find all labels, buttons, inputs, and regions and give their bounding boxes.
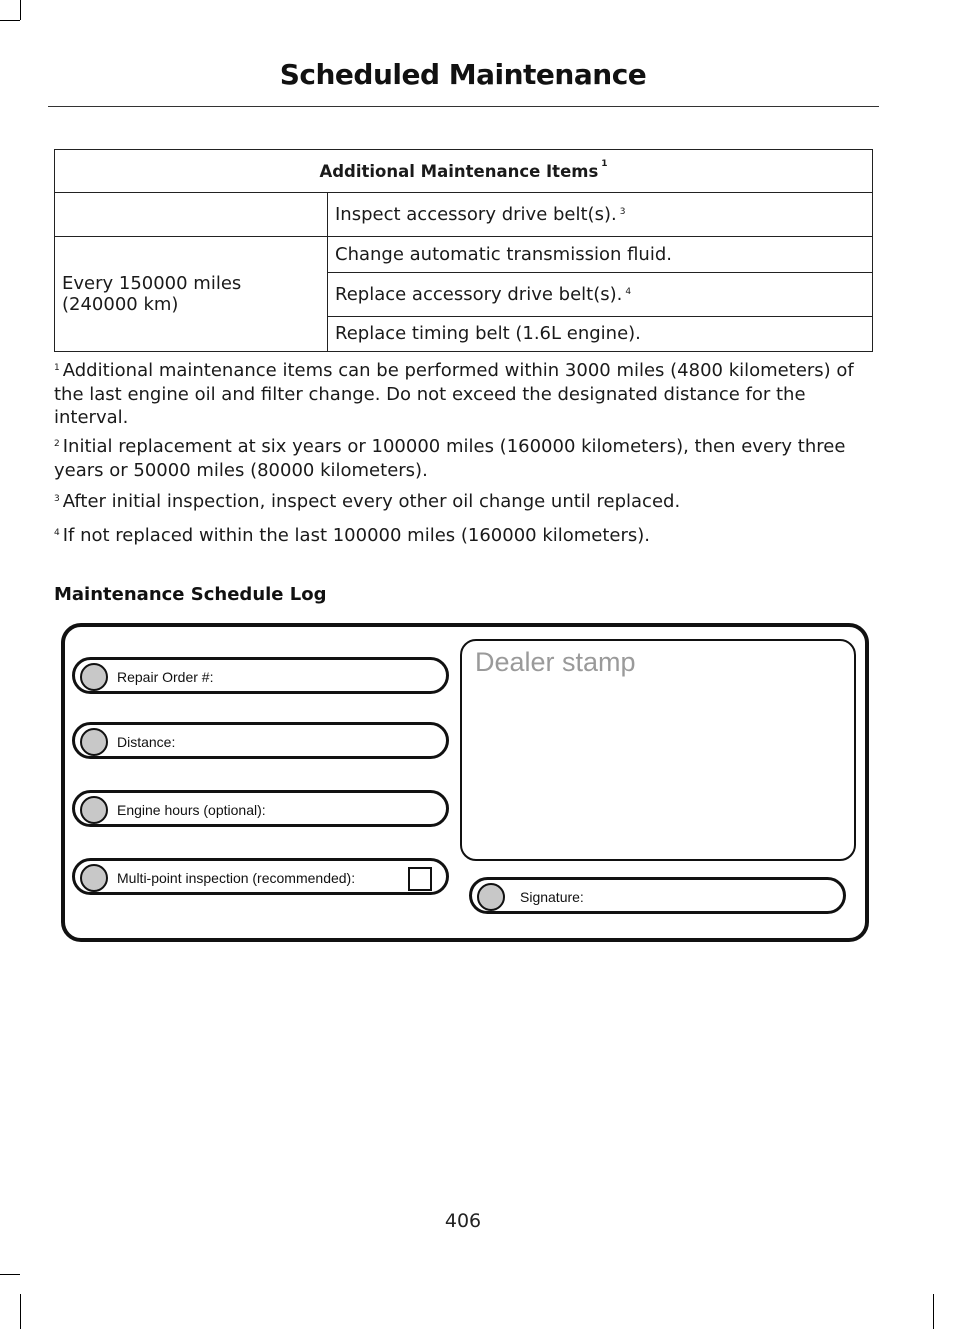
- footnote-text: Additional maintenance items can be performed within 3000 miles (4800 kilometers) of the last engine oil and filter change. Do not exceed the designated distance for the interval.: [54, 360, 854, 428]
- footnote: [54, 524, 876, 548]
- dealer-stamp-box[interactable]: [460, 639, 856, 861]
- footnote-text: Initial replacement at six years or 100000 miles (160000 kilometers), then every three years or 50000 miles (80000 kilometers).: [54, 436, 846, 481]
- bullet-icon: [80, 663, 108, 691]
- footnote-ref: 1: [601, 158, 608, 169]
- footnote-ref: 3: [619, 206, 626, 217]
- interval-cell: Every 150000 miles (240000 km): [55, 237, 328, 352]
- footnote-text: After initial inspection, inspect every other oil change until replaced.: [62, 491, 681, 512]
- bullet-icon: [80, 864, 108, 892]
- item-cell: [328, 193, 873, 237]
- item-text: Change automatic transmission fluid.: [335, 243, 672, 265]
- signature-field[interactable]: [469, 877, 846, 914]
- bullet-icon: [80, 728, 108, 756]
- page-title: Scheduled Maintenance: [279, 58, 647, 91]
- crop-mark: [0, 20, 20, 21]
- bullet-icon: [477, 883, 505, 911]
- footnote-number: 4: [54, 528, 60, 538]
- table-heading-text: Additional Maintenance Items: [319, 161, 599, 181]
- stamp-placeholder: Dealer stamp: [475, 647, 636, 677]
- footnote-text: If not replaced within the last 100000 miles (160000 kilometers).: [62, 525, 651, 546]
- table-row: [55, 193, 873, 237]
- crop-mark: [20, 0, 21, 20]
- table-row: [55, 237, 873, 273]
- item-cell: [328, 317, 873, 352]
- crop-mark: [20, 1294, 21, 1329]
- item-text: Replace timing belt (1.6L engine).: [335, 323, 641, 344]
- item-cell: [328, 237, 873, 273]
- footnote-number: 2: [54, 439, 60, 449]
- page-number: 406: [444, 1210, 482, 1232]
- multipoint-checkbox[interactable]: [408, 867, 432, 891]
- distance-field[interactable]: [72, 722, 449, 759]
- field-label: Repair Order #:: [117, 669, 214, 685]
- field-label: Engine hours (optional):: [117, 802, 266, 818]
- item-text: Replace accessory drive belt(s).: [335, 283, 623, 305]
- footnote: [54, 490, 876, 514]
- repair-order-field[interactable]: [72, 657, 449, 694]
- field-label: Signature:: [520, 889, 584, 905]
- field-label: Distance:: [117, 734, 176, 750]
- engine-hours-field[interactable]: [72, 790, 449, 827]
- log-heading: Maintenance Schedule Log: [54, 584, 327, 605]
- bullet-icon: [80, 796, 108, 824]
- item-cell: [328, 273, 873, 317]
- field-label: Multi-point inspection (recommended):: [117, 870, 356, 886]
- multipoint-inspection-field: [72, 858, 449, 895]
- title-divider: [48, 106, 879, 107]
- footnote-number: 3: [54, 494, 60, 504]
- footnote: [54, 435, 876, 482]
- footnote-ref: 4: [625, 286, 632, 297]
- item-text: Inspect accessory drive belt(s).: [335, 203, 617, 225]
- interval-cell: [55, 193, 328, 237]
- maintenance-table: [54, 149, 873, 352]
- crop-mark: [0, 1274, 20, 1275]
- footnote-number: 1: [54, 363, 60, 373]
- footnote: [54, 359, 876, 430]
- table-heading: [55, 150, 873, 193]
- crop-mark: [933, 1294, 934, 1329]
